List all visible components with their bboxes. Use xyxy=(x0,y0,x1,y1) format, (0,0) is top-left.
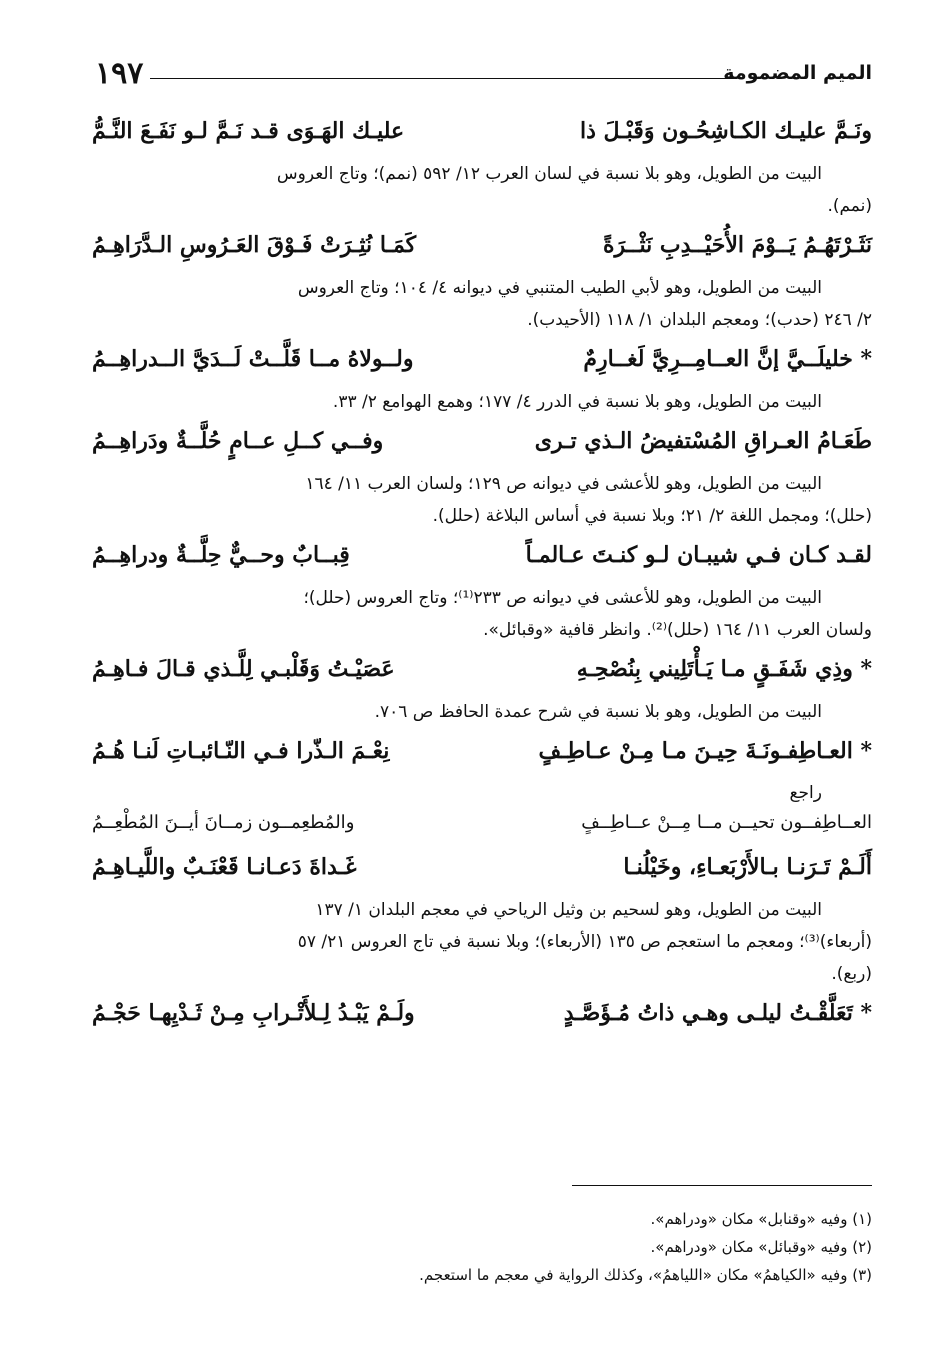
verse-first-hemistich: ونَـمَّ عليـك الكـاشِحُـون وَقَبْـلَ ذا xyxy=(579,118,872,144)
note-continuation: ولسان العرب ١١/ ١٦٤ (حلل)⁽²⁾. وانظر قافية «وقبائل». xyxy=(483,620,872,640)
note-text: البيت من الطويل، وهو بلا نسبة في لسان العرب ١٢/ ٥٩٢ (نمم)؛ وتاج العروس xyxy=(276,164,822,184)
verse-second-hemistich: عليـك الهَـوَى قـد نَـمَّ لـو نَفَـعَ النَّـمُّ xyxy=(92,118,405,144)
note-continuation: (حلل)؛ ومجمل اللغة ٢/ ٢١؛ وبلا نسبة في أساس البلاغة (حلل). xyxy=(432,506,872,526)
note-text: البيت من الطويل، وهو لأبي الطيب المتنبي في ديوانه ٤/ ١٠٤؛ وتاج العروس xyxy=(297,278,822,298)
verse-first-hemistich: * العـاطِفـونَـةَ حِيـنَ مـا مِـنْ عـاطِـفٍ xyxy=(538,738,872,764)
note-text: البيت من الطويل، وهو لسحيم بن وثيل الرياحي في معجم البلدان ١/ ١٣٧ xyxy=(315,900,822,920)
page-header xyxy=(95,56,872,96)
verse-line xyxy=(92,536,872,582)
verse-line xyxy=(92,340,872,386)
verse-line xyxy=(92,226,872,272)
verse-line xyxy=(92,732,872,778)
verse-first-hemistich: العــاطِفــون تحيــن مــا مِــنْ عــاطِــفٍ xyxy=(581,812,872,833)
verse-first-hemistich: أَلَـمْ تَـرَنـا بـالأَرْبَعـاءِ، وخَيْلُنـا xyxy=(623,854,872,880)
verse-source-note xyxy=(92,158,872,222)
note-continuation: (ربع). xyxy=(831,964,872,984)
verse-second-hemistich: ولــولاهُ مــا قَلَّــتْ لَــدَيَّ الــدراهِــمُ xyxy=(92,346,414,372)
footnote: (١) وفيه «وقنابل» مكان «ودراهم». xyxy=(650,1210,872,1228)
verse-first-hemistich: لقـد كـان فـي شيبـان لـو كنـتَ عـالمـاً xyxy=(525,542,872,568)
verse-first-hemistich: * تَعَلَّقْـتُ ليلـى وهـي ذاتُ مُـؤَصَّـدٍ xyxy=(563,1000,872,1026)
verse-second-hemistich: وفــي كــلِ عــامٍ حُلَّــةٌ ودَراهِــمُ xyxy=(92,428,384,454)
page-number: ١٩٧ xyxy=(95,56,144,91)
reference-label: راجع xyxy=(789,783,822,803)
note-text: البيت من الطويل، وهو بلا نسبة في شرح عمدة الحافظ ص ٧٠٦. xyxy=(374,702,822,722)
verse-source-note xyxy=(92,696,872,728)
note-continuation: ٢/ ٢٤٦ (حدب)؛ ومعجم البلدان ١/ ١١٨ (الأحيدب). xyxy=(527,310,872,330)
verse-second-hemistich: قِبــابٌ وحــيٌّ حِلَّــةٌ ودراهِــمُ xyxy=(92,542,350,568)
footnote: (٢) وفيه «وقبائل» مكان «ودراهم». xyxy=(650,1238,872,1256)
verse-source-note xyxy=(92,894,872,990)
verse-second-hemistich: غَـداةَ دَعـانـا قَعْنَـبٌ واللَّيـاهِـمُ xyxy=(92,854,357,880)
footnote: (٣) وفيه «الكياهمُ» مكان «اللياهمُ»، وكذلك الرواية في معجم ما استعجم. xyxy=(419,1266,872,1284)
header-rule xyxy=(150,78,734,79)
verse-second-hemistich: عَصَيْـتُ وَقَلْبـي لِلَّـذي قـالَ فـاهِـمُ xyxy=(92,656,395,682)
verse-line xyxy=(92,650,872,696)
note-text: البيت من الطويل، وهو للأعشى في ديوانه ص ١٢٩؛ ولسان العرب ١١/ ١٦٤ xyxy=(305,474,822,494)
verse-source-note xyxy=(92,386,872,418)
verse-line xyxy=(92,994,872,1040)
note-continuation: (أربعاء)⁽³⁾؛ ومعجم ما استعجم ص ١٣٥ (الأربعاء)؛ وبلا نسبة في تاج العروس ٢١/ ٥٧ xyxy=(297,932,872,952)
footnotes xyxy=(92,1205,872,1289)
note-continuation: (نمم). xyxy=(827,196,872,216)
verse-source-note xyxy=(92,582,872,646)
verse-first-hemistich: طَعَـامُ العـراقِ المُسْتفيضُ الـذي تـرى xyxy=(534,428,872,454)
verse-source-note xyxy=(92,272,872,336)
verse-line xyxy=(92,848,872,894)
main-text xyxy=(92,112,872,1040)
verse-second-hemistich: والمُطعِمــون زمــانَ أيــنَ المُطْعِــمُ xyxy=(92,812,355,833)
running-title: الميم المضمومة xyxy=(723,62,872,84)
verse-first-hemistich: نَثَـرْتَهُـمُ يَــوْمَ الأُحَيْــدِبِ نَثْــرَةً xyxy=(602,232,872,258)
note-text: البيت من الطويل، وهو للأعشى في ديوانه ص ٢٣٣⁽¹⁾؛ وتاج العروس (حلل)؛ xyxy=(303,588,822,608)
verse-first-hemistich: * وذِي شَفَـقٍ مـا يَـأْتَلِيني بِنُصْحِـهِ xyxy=(576,656,872,682)
note-text: البيت من الطويل، وهو بلا نسبة في الدرر ٤/ ١٧٧؛ وهمع الهوامع ٢/ ٣٣. xyxy=(332,392,822,412)
verse-source-note xyxy=(92,468,872,532)
verse-first-hemistich: * خليلَــيَّ إنَّ العــامِــرِيَّ لَغــارِمٌ xyxy=(583,346,872,372)
reference-verse xyxy=(92,808,872,848)
verse-second-hemistich: كَمَـا نُثِـرَتْ فَـوْقَ العَـرُوسِ الـدَّرَاهِـمُ xyxy=(92,232,417,258)
verse-second-hemistich: نِعْـمَ الـذّرا فـي النّـائبـاتِ لَنـا هُـمُ xyxy=(92,738,390,764)
verse-line xyxy=(92,112,872,158)
verse-second-hemistich: ولَـمْ يَبْـدُ لِـلأَتْـرابِ مِـنْ ثَـدْيِهـا حَجْـمُ xyxy=(92,1000,415,1026)
verse-line xyxy=(92,422,872,468)
footnote-rule xyxy=(572,1185,872,1186)
